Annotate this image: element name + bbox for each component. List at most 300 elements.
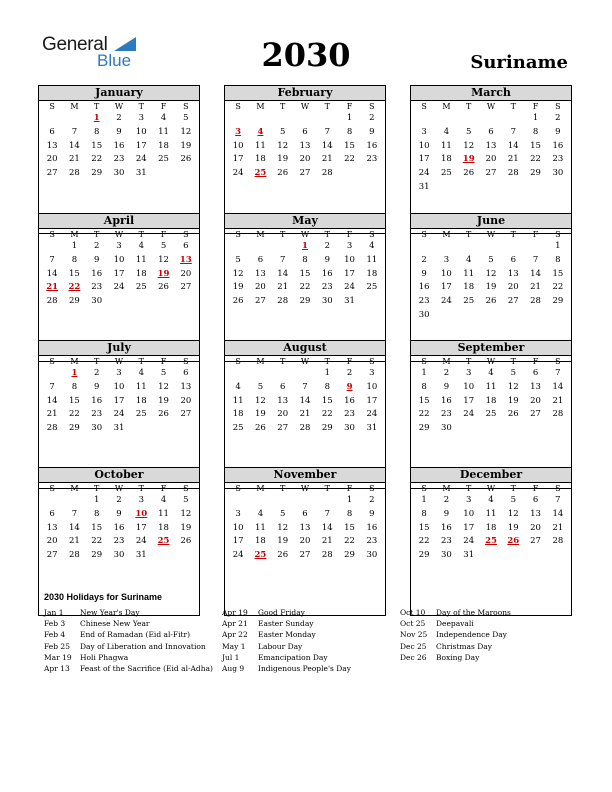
- day-cell: 13: [530, 508, 541, 519]
- day-cell: 17: [135, 522, 147, 533]
- weekday-label: S: [183, 230, 189, 239]
- day-cell: 22: [418, 536, 430, 547]
- day-cell: 14: [321, 140, 333, 151]
- day-cell: 9: [555, 126, 561, 137]
- day-cell: 7: [532, 254, 539, 265]
- weekday-label: W: [300, 357, 310, 366]
- empty-cell: [502, 112, 524, 126]
- day-cell: 23: [366, 536, 378, 547]
- day-cell: 11: [158, 126, 169, 137]
- day-cell: 26: [277, 550, 289, 561]
- day-cell: 24: [113, 409, 125, 420]
- day-cell: 16: [552, 140, 564, 151]
- weekday-label: W: [300, 102, 310, 111]
- weekday-label: W: [114, 102, 124, 111]
- day-cell: 12: [277, 140, 289, 151]
- holiday-item: [222, 629, 351, 640]
- holiday-day: 25: [254, 550, 267, 561]
- day-cell: 4: [257, 508, 264, 519]
- day-cell: 8: [93, 508, 100, 519]
- day-cell: 9: [116, 508, 122, 519]
- day-cell: 26: [255, 423, 266, 434]
- day-cell: 1: [346, 495, 353, 505]
- day-cell: 20: [255, 282, 266, 293]
- day-cell: 14: [277, 268, 289, 279]
- day-cell: 17: [463, 522, 475, 533]
- holiday-item: [400, 607, 511, 618]
- day-cell: 24: [463, 536, 475, 547]
- day-cell: 15: [344, 522, 355, 533]
- holiday-day: 25: [157, 536, 170, 547]
- weekday-label: S: [183, 484, 189, 493]
- day-cell: 13: [46, 522, 58, 533]
- day-cell: 28: [69, 550, 80, 561]
- day-cell: 22: [552, 282, 564, 293]
- logo-general-text: General: [42, 34, 108, 55]
- day-cell: 22: [530, 154, 541, 165]
- empty-cell: [227, 367, 249, 381]
- day-cell: 9: [93, 381, 100, 392]
- day-cell: 2: [116, 495, 122, 505]
- empty-cell: [316, 112, 338, 126]
- day-cell: 30: [321, 296, 333, 307]
- holiday-item: [44, 652, 213, 663]
- day-cell: 28: [321, 550, 333, 561]
- day-cell: 22: [299, 282, 311, 293]
- empty-cell: [435, 240, 457, 254]
- day-cell: 20: [46, 536, 58, 547]
- day-cell: 18: [158, 522, 169, 533]
- day-grid: [39, 356, 199, 436]
- weekday-label: S: [369, 102, 375, 111]
- weekday-label: S: [369, 484, 375, 493]
- holiday-day: 1: [71, 368, 78, 378]
- empty-cell: [41, 240, 63, 254]
- day-cell: 27: [299, 168, 311, 179]
- day-cell: 18: [135, 395, 147, 406]
- weekday-label: S: [235, 357, 241, 366]
- holiday-column: [222, 607, 351, 674]
- day-cell: 1: [421, 368, 427, 378]
- weekday-label: F: [160, 484, 167, 493]
- day-cell: 7: [510, 126, 516, 137]
- empty-cell: [249, 112, 271, 126]
- holiday-item: [44, 618, 213, 629]
- day-cell: 28: [277, 296, 289, 307]
- empty-cell: [413, 240, 435, 254]
- weekday-label: T: [138, 230, 144, 239]
- day-cell: 3: [465, 368, 472, 378]
- day-cell: 9: [443, 508, 450, 519]
- day-cell: 11: [135, 254, 147, 265]
- weekday-label: T: [280, 484, 286, 493]
- holiday-item: [222, 641, 351, 652]
- empty-cell: [458, 240, 480, 254]
- day-cell: 24: [113, 282, 125, 293]
- day-cell: 2: [93, 241, 100, 251]
- day-cell: 27: [180, 409, 192, 420]
- day-cell: 21: [69, 536, 80, 547]
- day-cell: 21: [321, 536, 333, 547]
- day-cell: 26: [463, 168, 475, 179]
- day-cell: 3: [465, 495, 472, 505]
- day-cell: 20: [46, 154, 58, 165]
- weekday-label: W: [114, 484, 124, 493]
- day-cell: 12: [180, 508, 192, 519]
- day-cell: 18: [255, 154, 266, 165]
- day-cell: 27: [255, 296, 266, 307]
- day-cell: 11: [441, 140, 452, 151]
- holiday-date: Dec 25: [400, 641, 427, 651]
- empty-cell: [227, 240, 249, 254]
- empty-cell: [480, 240, 502, 254]
- day-cell: 5: [160, 241, 167, 251]
- day-cell: 28: [46, 296, 58, 307]
- empty-cell: [227, 112, 249, 126]
- day-cell: 4: [369, 241, 375, 251]
- day-cell: 17: [113, 395, 125, 406]
- weekday-label: T: [280, 102, 286, 111]
- weekday-label: T: [94, 484, 100, 493]
- day-cell: 21: [530, 282, 541, 293]
- weekday-label: T: [280, 357, 286, 366]
- weekday-label: S: [235, 102, 241, 111]
- day-grid: [39, 229, 199, 309]
- weekday-label: W: [300, 484, 310, 493]
- holiday-name: Day of Liberation and Innovation: [80, 641, 206, 651]
- month-title: August: [225, 341, 385, 356]
- holiday-name: Good Friday: [258, 608, 305, 617]
- day-cell: 3: [421, 126, 427, 137]
- day-cell: 3: [443, 254, 450, 265]
- day-cell: 8: [71, 381, 78, 392]
- holiday-name: Labour Day: [258, 641, 303, 651]
- weekday-label: S: [421, 357, 427, 366]
- weekday-label: T: [466, 230, 472, 239]
- holiday-day: 26: [507, 536, 520, 547]
- day-cell: 20: [277, 409, 289, 420]
- day-cell: 18: [485, 395, 497, 406]
- day-cell: 7: [324, 126, 330, 137]
- day-cell: 27: [180, 282, 192, 293]
- day-cell: 22: [344, 536, 355, 547]
- month-february: [224, 85, 386, 234]
- weekday-label: M: [70, 230, 79, 239]
- holiday-item: [400, 629, 511, 640]
- day-cell: 7: [71, 508, 78, 519]
- month-january: [38, 85, 200, 234]
- day-cell: 15: [344, 140, 355, 151]
- holiday-date: Feb 4: [44, 630, 66, 640]
- day-cell: 7: [49, 381, 55, 392]
- day-cell: 19: [485, 282, 497, 293]
- day-cell: 9: [324, 254, 330, 265]
- day-cell: 2: [421, 254, 427, 265]
- weekday-label: T: [510, 102, 516, 111]
- day-cell: 15: [552, 268, 564, 279]
- day-cell: 5: [510, 495, 516, 505]
- day-cell: 17: [232, 536, 244, 547]
- day-grid: [411, 483, 571, 563]
- empty-cell: [63, 112, 85, 126]
- day-cell: 16: [91, 395, 103, 406]
- day-cell: 24: [135, 536, 147, 547]
- day-cell: 15: [321, 395, 333, 406]
- weekday-label: M: [256, 230, 265, 239]
- day-grid: [39, 101, 199, 181]
- day-cell: 10: [418, 140, 430, 151]
- holiday-date: Apr 19: [222, 608, 248, 617]
- day-cell: 18: [441, 154, 452, 165]
- day-cell: 28: [507, 168, 519, 179]
- day-cell: 31: [135, 168, 147, 179]
- weekday-label: M: [256, 484, 265, 493]
- day-cell: 29: [91, 550, 103, 561]
- empty-cell: [524, 240, 546, 254]
- day-cell: 16: [321, 268, 333, 279]
- day-cell: 23: [418, 296, 430, 307]
- holiday-date: Apr 21: [222, 619, 248, 629]
- day-cell: 27: [277, 423, 289, 434]
- day-cell: 11: [485, 381, 497, 392]
- day-cell: 11: [158, 508, 169, 519]
- empty-cell: [480, 112, 502, 126]
- day-cell: 27: [530, 536, 541, 547]
- day-cell: 4: [443, 126, 450, 137]
- day-cell: 7: [302, 381, 308, 392]
- empty-cell: [435, 112, 457, 126]
- holiday-day: 1: [302, 241, 308, 251]
- day-cell: 28: [69, 168, 80, 179]
- weekday-label: S: [555, 230, 561, 239]
- day-cell: 6: [49, 508, 55, 519]
- day-cell: 8: [302, 254, 308, 265]
- weekday-label: M: [70, 102, 79, 111]
- weekday-label: T: [324, 484, 330, 493]
- day-cell: 8: [555, 254, 561, 265]
- day-cell: 12: [232, 268, 244, 279]
- day-cell: 22: [69, 409, 80, 420]
- month-title: February: [225, 86, 385, 101]
- day-cell: 11: [255, 522, 266, 533]
- day-cell: 15: [69, 395, 80, 406]
- weekday-label: T: [280, 230, 286, 239]
- empty-cell: [413, 112, 435, 126]
- weekday-label: W: [486, 357, 496, 366]
- day-grid: [225, 356, 385, 436]
- weekday-label: T: [94, 102, 100, 111]
- holiday-name: Deepavali: [436, 619, 474, 629]
- day-cell: 16: [418, 282, 430, 293]
- weekday-label: S: [421, 484, 427, 493]
- weekday-label: T: [510, 230, 516, 239]
- day-cell: 26: [158, 282, 169, 293]
- day-cell: 14: [530, 268, 541, 279]
- day-cell: 6: [49, 126, 55, 137]
- day-cell: 18: [232, 409, 244, 420]
- day-cell: 15: [418, 522, 430, 533]
- day-cell: 13: [277, 395, 289, 406]
- day-cell: 26: [180, 154, 192, 165]
- day-cell: 30: [344, 423, 355, 434]
- day-cell: 1: [71, 241, 78, 251]
- holiday-item: [44, 629, 213, 640]
- day-cell: 4: [488, 495, 494, 505]
- holiday-name: End of Ramadan (Eid al-Fitr): [80, 630, 191, 640]
- weekday-label: T: [94, 230, 100, 239]
- weekday-label: T: [466, 484, 472, 493]
- day-cell: 6: [532, 495, 539, 505]
- day-cell: 12: [255, 395, 266, 406]
- holiday-item: [400, 641, 511, 652]
- day-cell: 5: [183, 113, 189, 123]
- empty-cell: [294, 494, 316, 508]
- empty-cell: [41, 494, 63, 508]
- day-cell: 27: [485, 168, 497, 179]
- day-cell: 30: [418, 309, 430, 320]
- month-title: June: [411, 214, 571, 229]
- weekday-label: S: [369, 357, 375, 366]
- day-cell: 2: [443, 368, 450, 378]
- day-cell: 12: [507, 508, 519, 519]
- day-cell: 29: [69, 423, 80, 434]
- day-cell: 22: [344, 154, 355, 165]
- day-cell: 13: [299, 522, 311, 533]
- holiday-date: Mar 19: [44, 652, 72, 662]
- day-cell: 11: [485, 508, 497, 519]
- day-cell: 26: [277, 168, 289, 179]
- day-cell: 22: [91, 536, 103, 547]
- day-cell: 23: [366, 154, 378, 165]
- day-cell: 21: [299, 409, 311, 420]
- weekday-label: W: [114, 357, 124, 366]
- day-grid: [411, 101, 571, 195]
- day-cell: 8: [346, 126, 353, 137]
- day-cell: 3: [369, 368, 375, 378]
- day-cell: 28: [299, 423, 311, 434]
- weekday-label: F: [160, 357, 167, 366]
- day-cell: 5: [257, 381, 264, 392]
- month-title: March: [411, 86, 571, 101]
- day-cell: 6: [488, 126, 494, 137]
- day-cell: 31: [135, 550, 147, 561]
- weekday-label: S: [49, 484, 55, 493]
- weekday-label: M: [442, 230, 451, 239]
- day-cell: 3: [235, 508, 241, 519]
- weekday-label: S: [183, 357, 189, 366]
- weekday-label: T: [138, 357, 144, 366]
- day-cell: 3: [138, 113, 144, 123]
- day-cell: 1: [421, 495, 427, 505]
- day-cell: 29: [321, 423, 333, 434]
- holiday-name: Feast of the Sacrifice (Eid al-Adha): [80, 663, 213, 673]
- holiday-name: Christmas Day: [436, 641, 492, 651]
- day-cell: 11: [463, 268, 475, 279]
- day-cell: 10: [135, 126, 147, 137]
- day-cell: 14: [69, 140, 80, 151]
- day-cell: 11: [255, 140, 266, 151]
- holiday-day: 4: [257, 126, 264, 137]
- weekday-label: W: [486, 230, 496, 239]
- day-cell: 24: [366, 409, 378, 420]
- weekday-label: T: [324, 357, 330, 366]
- holiday-item: [400, 618, 511, 629]
- day-grid: [225, 229, 385, 309]
- day-cell: 18: [255, 536, 266, 547]
- day-grid: [411, 356, 571, 436]
- weekday-label: M: [70, 357, 79, 366]
- weekday-label: S: [49, 102, 55, 111]
- weekday-label: W: [486, 102, 496, 111]
- day-cell: 10: [463, 381, 475, 392]
- logo-blue-text: Blue: [97, 51, 132, 70]
- holiday-date: Feb 25: [44, 641, 70, 651]
- day-cell: 20: [180, 268, 192, 279]
- month-title: January: [39, 86, 199, 101]
- weekday-label: F: [346, 484, 353, 493]
- day-cell: 16: [91, 268, 103, 279]
- weekday-label: M: [70, 484, 79, 493]
- day-cell: 31: [463, 550, 475, 561]
- holiday-name: Easter Sunday: [258, 619, 314, 629]
- day-cell: 19: [232, 282, 244, 293]
- day-cell: 6: [279, 381, 286, 392]
- holiday-name: New Year's Day: [80, 608, 140, 617]
- month-title: October: [39, 468, 199, 483]
- day-cell: 29: [344, 550, 355, 561]
- day-cell: 25: [135, 409, 147, 420]
- day-cell: 8: [421, 508, 427, 519]
- day-cell: 23: [441, 536, 452, 547]
- holiday-date: Dec 26: [400, 652, 427, 662]
- weekday-label: S: [49, 230, 55, 239]
- empty-cell: [63, 494, 85, 508]
- holiday-name: Chinese New Year: [80, 619, 150, 629]
- day-cell: 12: [158, 381, 169, 392]
- day-cell: 29: [418, 423, 430, 434]
- day-cell: 17: [113, 268, 125, 279]
- empty-cell: [249, 240, 271, 254]
- day-cell: 14: [46, 395, 58, 406]
- holiday-column: [44, 607, 213, 674]
- day-cell: 12: [180, 126, 192, 137]
- day-cell: 20: [530, 522, 541, 533]
- day-cell: 28: [552, 536, 564, 547]
- day-cell: 18: [158, 140, 169, 151]
- holiday-name: Emancipation Day: [258, 652, 328, 662]
- day-cell: 23: [344, 409, 355, 420]
- holiday-day: 25: [485, 536, 497, 547]
- weekday-label: S: [421, 102, 427, 111]
- holiday-date: Feb 3: [44, 619, 66, 629]
- holiday-name: Boxing Day: [436, 652, 480, 662]
- day-cell: 24: [463, 409, 475, 420]
- day-cell: 7: [555, 368, 561, 378]
- day-cell: 10: [441, 268, 452, 279]
- empty-cell: [249, 367, 271, 381]
- day-cell: 23: [552, 154, 564, 165]
- empty-cell: [272, 112, 294, 126]
- country-name: Suriname: [470, 52, 568, 73]
- day-cell: 29: [552, 296, 564, 307]
- weekday-label: W: [486, 484, 496, 493]
- weekday-label: W: [300, 230, 310, 239]
- day-cell: 23: [441, 409, 452, 420]
- day-cell: 14: [507, 140, 519, 151]
- holiday-item: [44, 663, 213, 674]
- day-cell: 19: [180, 140, 192, 151]
- day-cell: 12: [277, 522, 289, 533]
